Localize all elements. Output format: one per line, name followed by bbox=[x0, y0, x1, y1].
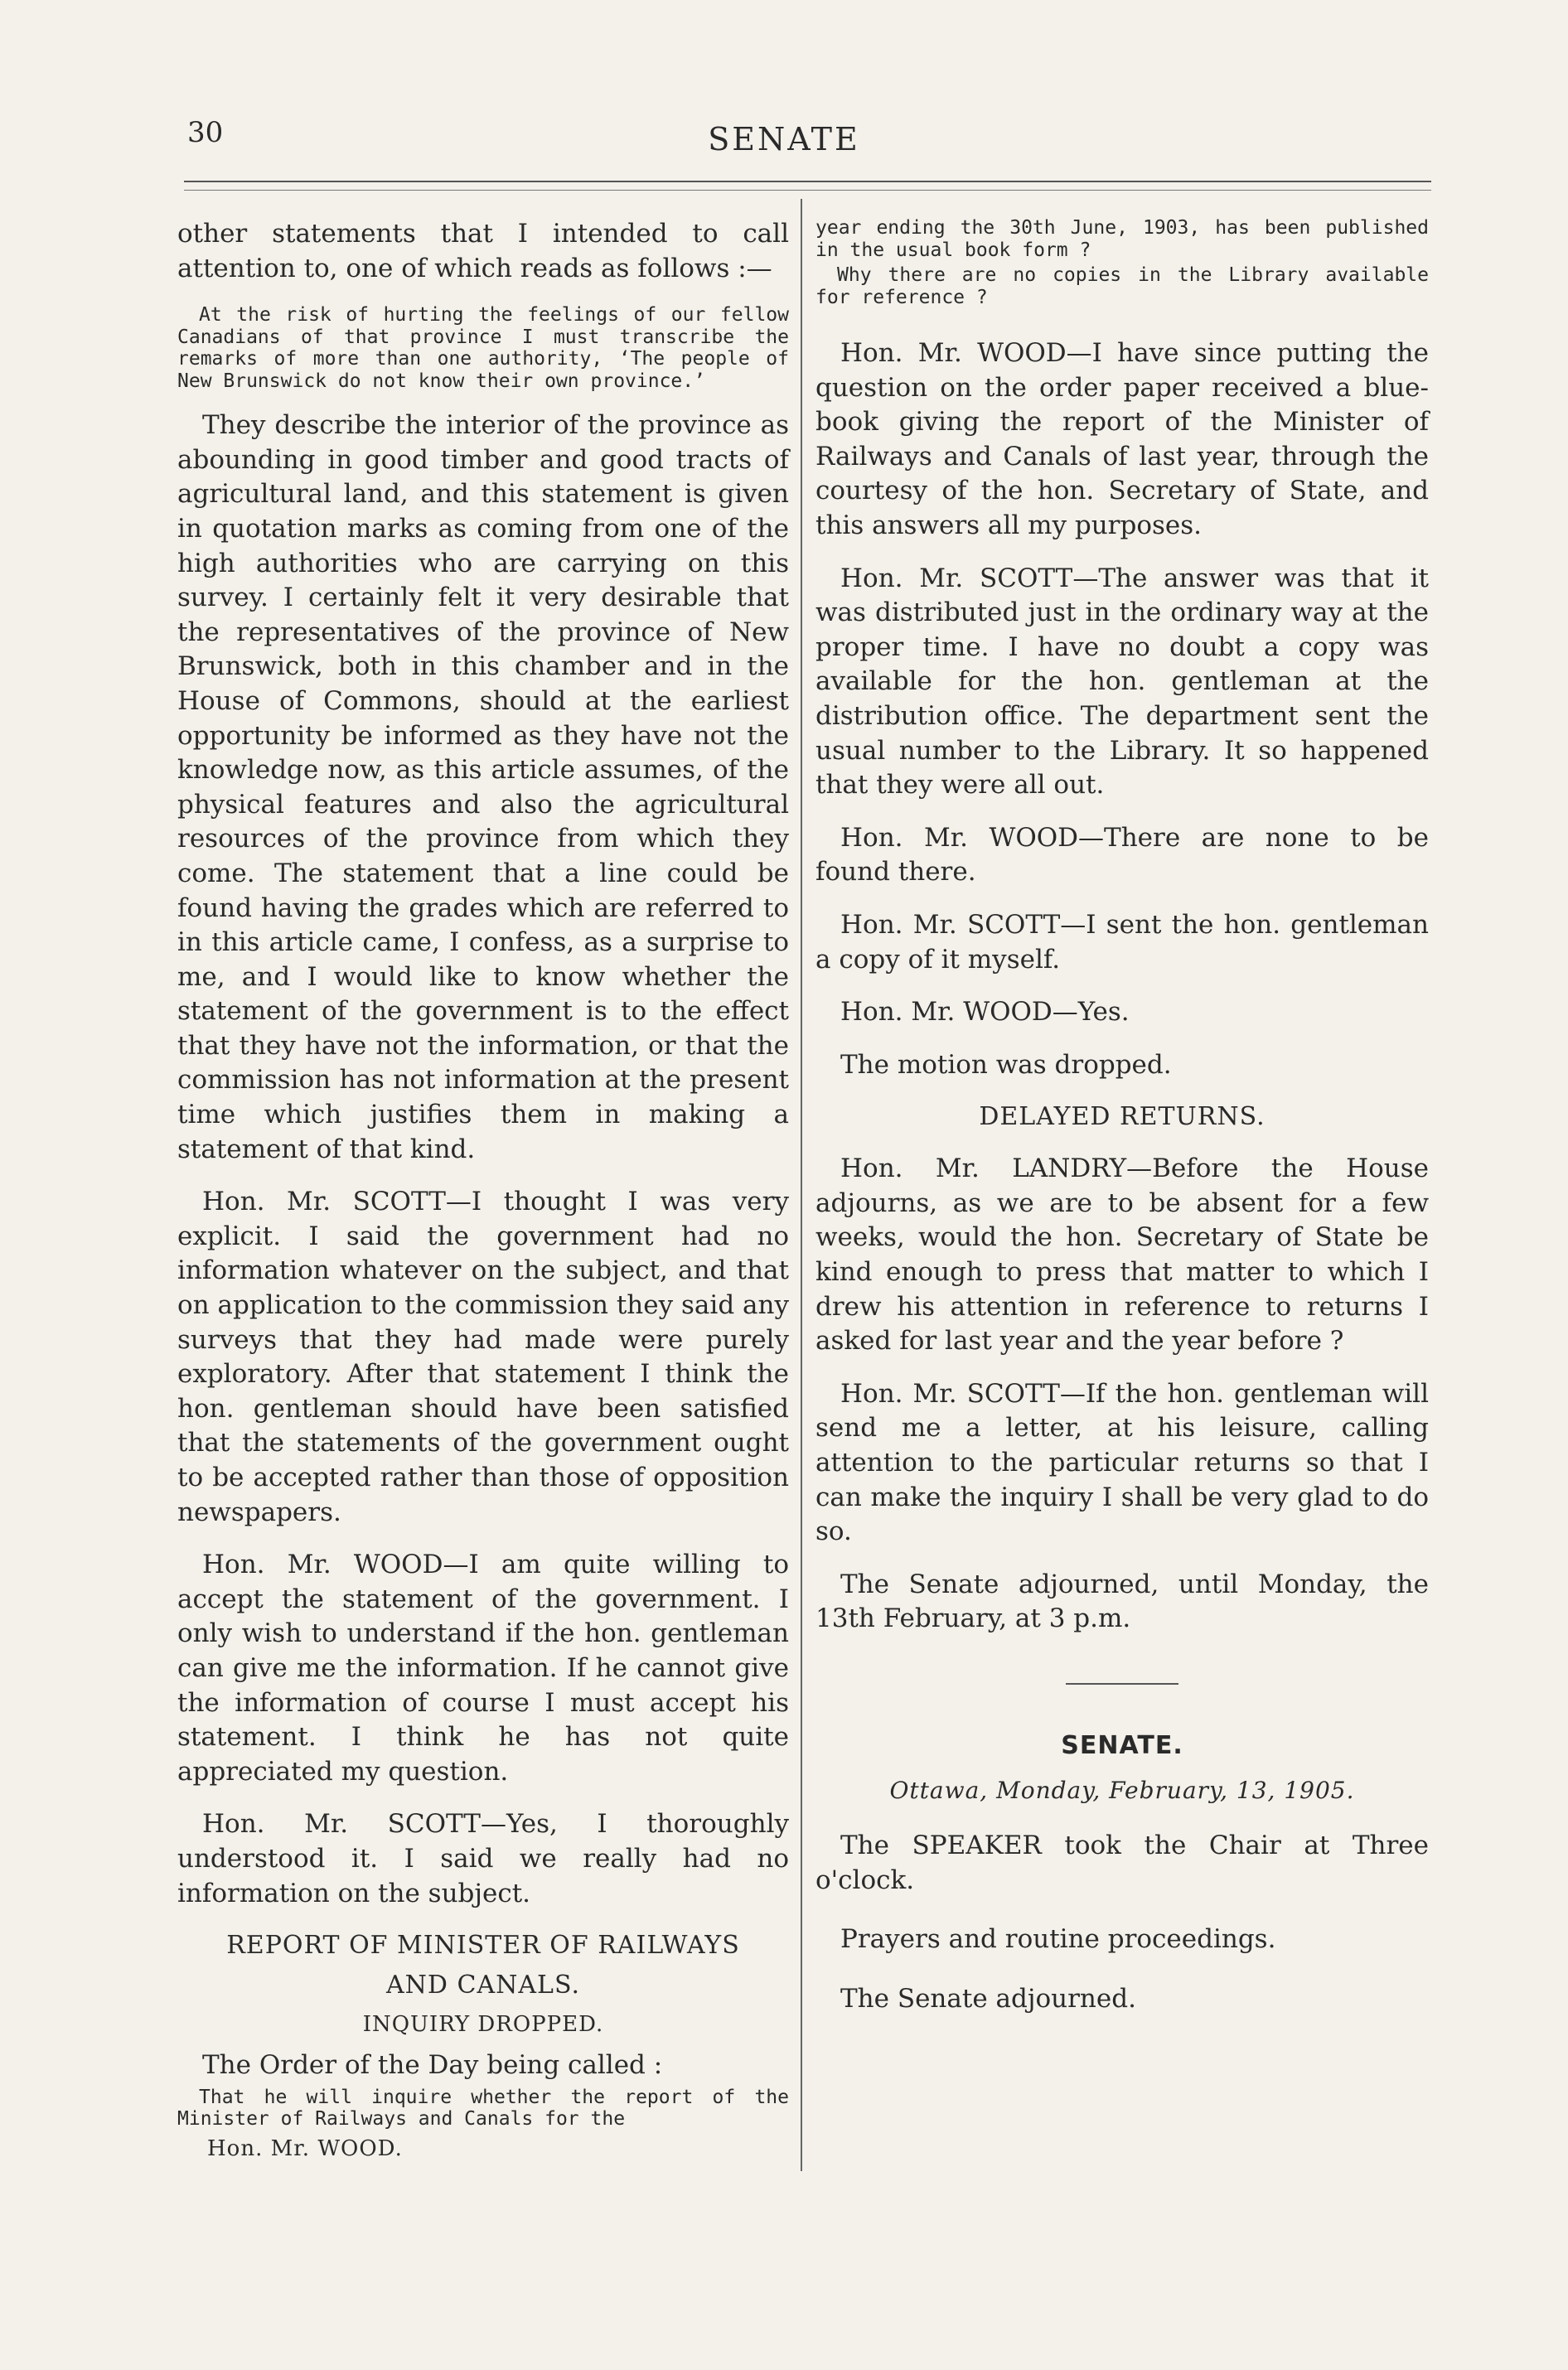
adjournment-note: The Senate adjourned, until Monday, the 13th February, at 3 p.m. bbox=[815, 1569, 1429, 1634]
speech-scott: Hon. Mr. SCOTT—Yes, I thoroughly understood it. I said we really had no information on the subject. bbox=[177, 1809, 789, 1908]
page-number: 30 bbox=[187, 116, 224, 149]
order-of-day: The Order of the Day being called : bbox=[202, 2050, 663, 2081]
paragraph: The SPEAKER took the Chair at Three o'clock. bbox=[815, 1831, 1429, 1895]
speech-scott: Hon. Mr. SCOTT—I thought I was very explicit. I said the government had no information whatever on the subject, and that on application to the commission they said any surveys that they had made were purely exploratory. After that statement I think the hon. gentleman should have been satisfied that the statements of the government ought to be accepted rather than those of opposition newspapers. bbox=[177, 1187, 789, 1527]
speech-scott: Hon. Mr. SCOTT—The answer was that it was distributed just in the ordinary way at the proper time. I have no doubt a copy was available for the hon. gentleman at the distribution office. The department sent the usual number to the Library. It so happened that they were all out. bbox=[815, 563, 1429, 800]
speech-wood: Hon. Mr. WOOD—I am quite willing to accept the statement of the government. I only wish to understand if the hon. gentleman can give me the information. If he cannot give the information of course I must accept his statement. I think he has not quite appreciated my question. bbox=[177, 1550, 789, 1787]
inquiry-mover: Hon. Mr. WOOD. bbox=[207, 2135, 403, 2161]
speech-landry: Hon. Mr. LANDRY—Before the House adjourns, as we are to be absent for a few weeks, would the hon. Secretary of State be kind enough to press that matter to which I drew his attention in reference to returns I asked for last year and the year before ? bbox=[815, 1154, 1429, 1357]
column-divider bbox=[801, 199, 802, 2171]
section-heading-line2: AND CANALS. bbox=[386, 1971, 580, 2000]
speech-wood: Hon. Mr. WOOD—Yes. bbox=[840, 997, 1130, 1028]
inquiry-text: That he will inquire whether the report of the Minister of Railways and Canals for the bbox=[177, 2086, 789, 2131]
paragraph: other statements that I intended to call attention to, one of which reads as follows :— bbox=[177, 219, 789, 283]
running-head: SENATE bbox=[708, 121, 860, 157]
paragraph: The Senate adjourned. bbox=[840, 1983, 1136, 2014]
right-column bbox=[815, 217, 1429, 2034]
inquiry-text: Why there are no copies in the Library available for reference ? bbox=[815, 264, 1429, 308]
senate-title: SENATE. bbox=[1061, 1731, 1183, 1760]
header-rule bbox=[184, 181, 1431, 182]
speech-scott: Hon. Mr. SCOTT—If the hon. gentleman will send me a letter, at his leisure, calling attention to the particular returns so that I can make the inquiry I shall be very glad to do so. bbox=[815, 1378, 1429, 1547]
header-rule-thin bbox=[184, 190, 1431, 191]
dateline: Ottawa, Monday, February, 13, 1905. bbox=[889, 1777, 1355, 1804]
section-heading: DELAYED RETURNS. bbox=[979, 1102, 1266, 1132]
paragraph: Prayers and routine proceedings. bbox=[840, 1924, 1276, 1955]
left-column bbox=[177, 217, 789, 2164]
speech-wood: Hon. Mr. WOOD—There are none to be found there. bbox=[815, 822, 1429, 888]
speech-scott: Hon. Mr. SCOTT—I sent the hon. gentleman a copy of it myself. bbox=[815, 909, 1429, 975]
speech-wood: Hon. Mr. WOOD—I have since putting the question on the order paper received a blue-book giving the report of the Minister of Railways and Canals of last year, through the courtesy of the hon. Secretary of State, and this answers all my purposes. bbox=[815, 338, 1429, 540]
section-subheading: INQUIRY DROPPED. bbox=[362, 2012, 604, 2038]
quoted-passage: At the risk of hurting the feelings of our fellow Canadians of that province I must transcribe the remarks of more than one authority, ‘The people of New Brunswick do not know their own province.’ bbox=[177, 304, 789, 392]
section-rule bbox=[1066, 1683, 1178, 1685]
paragraph: They describe the interior of the province as abounding in good timber and good tracts of agricultural land, and this statement is given in quotation marks as coming from one of the high authorities who are carrying on this survey. I certainly felt it very desirable that the representatives of the province of New Brunswick, both in this chamber and in the House of Commons, should at the earliest opportunity be informed as they have not the knowledge now, as this article assumes, of the physical features and also the agricultural resources of the province from which they come. The statement that a line could be found having the grades which are referred to in this article came, I confess, as a surprise to me, and I would like to know whether the statement of the government is to the effect that they have not the information, or that the commission has not information at the present time which justifies them in making a statement of that kind. bbox=[177, 410, 789, 1164]
section-heading-line1: REPORT OF MINISTER OF RAILWAYS bbox=[226, 1931, 740, 1961]
paragraph: The motion was dropped. bbox=[840, 1049, 1172, 1080]
inquiry-text-continued: year ending the 30th June, 1903, has been published in the usual book form ? bbox=[815, 217, 1429, 261]
